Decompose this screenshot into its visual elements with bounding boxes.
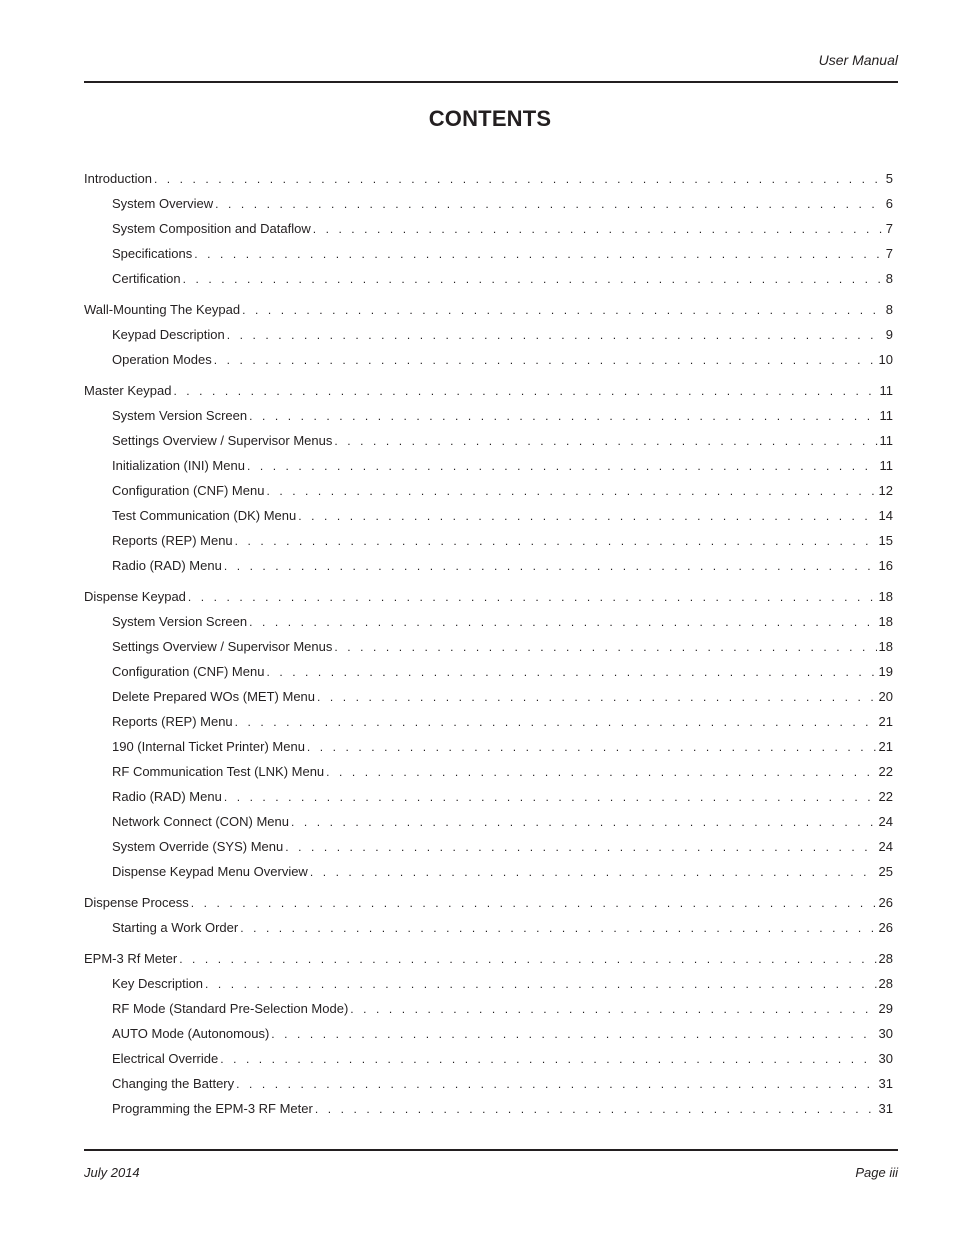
toc-entry-page: 28 bbox=[878, 951, 893, 966]
toc-entry[interactable] bbox=[84, 659, 893, 684]
toc-entry-label: System Composition and Dataflow bbox=[112, 221, 311, 236]
toc-entry[interactable] bbox=[84, 478, 893, 503]
toc-entry-page: 21 bbox=[878, 714, 893, 729]
toc-entry-page: 30 bbox=[878, 1051, 893, 1066]
toc-dot-leader bbox=[271, 1022, 876, 1047]
toc-entry[interactable] bbox=[84, 1071, 893, 1096]
toc-entry-page: 25 bbox=[878, 864, 893, 879]
toc-dot-leader bbox=[205, 972, 876, 997]
toc-entry-label: Specifications bbox=[112, 246, 193, 261]
toc-entry-page: 31 bbox=[878, 1076, 893, 1091]
toc-entry[interactable] bbox=[84, 971, 893, 996]
toc-dot-leader bbox=[317, 685, 877, 710]
toc-entry[interactable] bbox=[84, 453, 893, 478]
table-of-contents bbox=[84, 166, 893, 1121]
toc-dot-leader bbox=[249, 610, 876, 635]
toc-entry-label: Operation Modes bbox=[112, 352, 212, 367]
toc-dot-leader bbox=[249, 404, 877, 429]
toc-entry[interactable] bbox=[84, 1096, 893, 1121]
toc-entry[interactable] bbox=[84, 428, 893, 453]
toc-dot-leader bbox=[220, 1047, 876, 1072]
toc-dot-leader bbox=[194, 242, 884, 267]
toc-entry-page: 26 bbox=[878, 920, 893, 935]
footer-date: July 2014 bbox=[84, 1165, 140, 1180]
toc-entry[interactable] bbox=[84, 946, 893, 971]
toc-entry-label: EPM-3 Rf Meter bbox=[84, 951, 178, 966]
toc-entry[interactable] bbox=[84, 759, 893, 784]
toc-entry[interactable] bbox=[84, 266, 893, 291]
toc-dot-leader bbox=[183, 267, 884, 292]
toc-entry-label: Dispense Keypad Menu Overview bbox=[112, 864, 308, 879]
toc-entry-page: 22 bbox=[878, 764, 893, 779]
toc-dot-leader bbox=[242, 298, 884, 323]
toc-dot-leader bbox=[313, 217, 884, 242]
toc-entry[interactable] bbox=[84, 809, 893, 834]
toc-entry-page: 20 bbox=[878, 689, 893, 704]
toc-dot-leader bbox=[227, 323, 884, 348]
toc-dot-leader bbox=[350, 997, 876, 1022]
toc-dot-leader bbox=[191, 891, 877, 916]
toc-entry-page: 28 bbox=[878, 976, 893, 991]
toc-entry-label: Certification bbox=[112, 271, 181, 286]
toc-entry-label: Radio (RAD) Menu bbox=[112, 558, 222, 573]
toc-entry-label: Settings Overview / Supervisor Menus bbox=[112, 639, 333, 654]
toc-entry[interactable] bbox=[84, 609, 893, 634]
toc-entry-page: 26 bbox=[878, 895, 893, 910]
toc-entry-page: 18 bbox=[878, 614, 893, 629]
toc-entry-label: 190 (Internal Ticket Printer) Menu bbox=[112, 739, 305, 754]
toc-entry[interactable] bbox=[84, 709, 893, 734]
toc-dot-leader bbox=[173, 379, 877, 404]
toc-dot-leader bbox=[235, 710, 877, 735]
toc-entry[interactable] bbox=[84, 890, 893, 915]
toc-entry-page: 18 bbox=[878, 589, 893, 604]
footer-divider bbox=[84, 1149, 898, 1151]
toc-entry-label: Radio (RAD) Menu bbox=[112, 789, 222, 804]
toc-entry-label: Reports (REP) Menu bbox=[112, 533, 233, 548]
toc-entry-label: Changing the Battery bbox=[112, 1076, 235, 1091]
toc-dot-leader bbox=[224, 785, 877, 810]
toc-entry-page: 7 bbox=[885, 221, 893, 236]
toc-entry-page: 30 bbox=[878, 1026, 893, 1041]
toc-entry-page: 5 bbox=[885, 171, 893, 186]
toc-entry[interactable] bbox=[84, 347, 893, 372]
toc-dot-leader bbox=[236, 1072, 876, 1097]
toc-entry[interactable] bbox=[84, 241, 893, 266]
toc-entry-page: 29 bbox=[878, 1001, 893, 1016]
toc-entry-label: Network Connect (CON) Menu bbox=[112, 814, 289, 829]
toc-entry[interactable] bbox=[84, 859, 893, 884]
toc-entry-label: Reports (REP) Menu bbox=[112, 714, 233, 729]
toc-entry-page: 15 bbox=[878, 533, 893, 548]
toc-entry[interactable] bbox=[84, 915, 893, 940]
toc-entry-page: 19 bbox=[878, 664, 893, 679]
toc-entry[interactable] bbox=[84, 996, 893, 1021]
toc-entry[interactable] bbox=[84, 553, 893, 578]
toc-entry[interactable] bbox=[84, 297, 893, 322]
toc-entry-label: System Overview bbox=[112, 196, 214, 211]
toc-entry-page: 10 bbox=[878, 352, 893, 367]
toc-entry[interactable] bbox=[84, 403, 893, 428]
toc-dot-leader bbox=[247, 454, 878, 479]
toc-entry[interactable] bbox=[84, 191, 893, 216]
toc-entry-page: 24 bbox=[878, 839, 893, 854]
toc-entry-label: Settings Overview / Supervisor Menus bbox=[112, 433, 333, 448]
toc-entry-label: RF Mode (Standard Pre-Selection Mode) bbox=[112, 1001, 349, 1016]
toc-entry-label: Dispense Keypad bbox=[84, 589, 186, 604]
page-title: CONTENTS bbox=[428, 106, 552, 131]
toc-dot-leader bbox=[334, 635, 876, 660]
toc-entry-label: Keypad Description bbox=[112, 327, 225, 342]
toc-entry[interactable] bbox=[84, 528, 893, 553]
toc-entry[interactable] bbox=[84, 584, 893, 609]
toc-entry-page: 16 bbox=[878, 558, 893, 573]
footer-page-number: Page iii bbox=[855, 1165, 898, 1180]
toc-entry-label: Wall-Mounting The Keypad bbox=[84, 302, 241, 317]
toc-dot-leader bbox=[291, 810, 877, 835]
toc-entry-label: Configuration (CNF) Menu bbox=[112, 664, 265, 679]
toc-entry-page: 11 bbox=[879, 408, 893, 423]
toc-entry-page: 8 bbox=[885, 271, 893, 286]
toc-entry[interactable] bbox=[84, 834, 893, 859]
toc-entry-label: System Version Screen bbox=[112, 408, 248, 423]
toc-entry-label: Initialization (INI) Menu bbox=[112, 458, 245, 473]
toc-entry[interactable] bbox=[84, 1046, 893, 1071]
toc-entry[interactable] bbox=[84, 166, 893, 191]
toc-dot-leader bbox=[188, 585, 877, 610]
toc-entry-label: Programming the EPM-3 RF Meter bbox=[112, 1101, 313, 1116]
toc-dot-leader bbox=[266, 479, 876, 504]
toc-dot-leader bbox=[214, 348, 877, 373]
toc-entry-label: Configuration (CNF) Menu bbox=[112, 483, 265, 498]
toc-dot-leader bbox=[307, 735, 877, 760]
toc-entry-page: 9 bbox=[885, 327, 893, 342]
toc-entry-page: 21 bbox=[878, 739, 893, 754]
toc-entry-label: AUTO Mode (Autonomous) bbox=[112, 1026, 270, 1041]
toc-dot-leader bbox=[285, 835, 876, 860]
toc-entry-label: System Version Screen bbox=[112, 614, 248, 629]
toc-entry-page: 11 bbox=[879, 458, 893, 473]
toc-dot-leader bbox=[240, 916, 876, 941]
toc-entry-label: Starting a Work Order bbox=[112, 920, 239, 935]
toc-dot-leader bbox=[334, 429, 877, 454]
toc-entry[interactable] bbox=[84, 634, 893, 659]
toc-entry-page: 7 bbox=[885, 246, 893, 261]
toc-entry[interactable] bbox=[84, 378, 893, 403]
toc-entry[interactable] bbox=[84, 322, 893, 347]
toc-entry-page: 22 bbox=[878, 789, 893, 804]
toc-entry[interactable] bbox=[84, 734, 893, 759]
toc-entry-label: Electrical Override bbox=[112, 1051, 219, 1066]
toc-entry-page: 11 bbox=[879, 433, 893, 448]
toc-entry-page: 31 bbox=[878, 1101, 893, 1116]
toc-entry-page: 8 bbox=[885, 302, 893, 317]
toc-entry-page: 14 bbox=[878, 508, 893, 523]
toc-entry[interactable] bbox=[84, 503, 893, 528]
toc-entry-label: Introduction bbox=[84, 171, 152, 186]
running-header: User Manual bbox=[818, 52, 898, 68]
toc-entry-label: RF Communication Test (LNK) Menu bbox=[112, 764, 325, 779]
header-divider bbox=[84, 81, 898, 83]
toc-entry-label: Dispense Process bbox=[84, 895, 189, 910]
toc-entry-label: System Override (SYS) Menu bbox=[112, 839, 284, 854]
toc-dot-leader bbox=[310, 860, 877, 885]
toc-dot-leader bbox=[315, 1097, 877, 1122]
toc-dot-leader bbox=[224, 554, 877, 579]
toc-dot-leader bbox=[179, 947, 876, 972]
toc-entry-page: 18 bbox=[878, 639, 893, 654]
toc-dot-leader bbox=[154, 167, 884, 192]
toc-dot-leader bbox=[266, 660, 876, 685]
toc-entry-page: 11 bbox=[879, 383, 893, 398]
toc-entry[interactable] bbox=[84, 784, 893, 809]
toc-entry[interactable] bbox=[84, 684, 893, 709]
toc-entry-label: Master Keypad bbox=[84, 383, 172, 398]
toc-dot-leader bbox=[215, 192, 884, 217]
toc-entry-label: Key Description bbox=[112, 976, 204, 991]
toc-entry[interactable] bbox=[84, 1021, 893, 1046]
toc-entry-label: Delete Prepared WOs (MET) Menu bbox=[112, 689, 316, 704]
toc-dot-leader bbox=[298, 504, 876, 529]
toc-entry-page: 12 bbox=[878, 483, 893, 498]
toc-entry[interactable] bbox=[84, 216, 893, 241]
toc-entry-page: 6 bbox=[885, 196, 893, 211]
toc-entry-page: 24 bbox=[878, 814, 893, 829]
toc-dot-leader bbox=[235, 529, 877, 554]
toc-dot-leader bbox=[326, 760, 876, 785]
toc-entry-label: Test Communication (DK) Menu bbox=[112, 508, 297, 523]
